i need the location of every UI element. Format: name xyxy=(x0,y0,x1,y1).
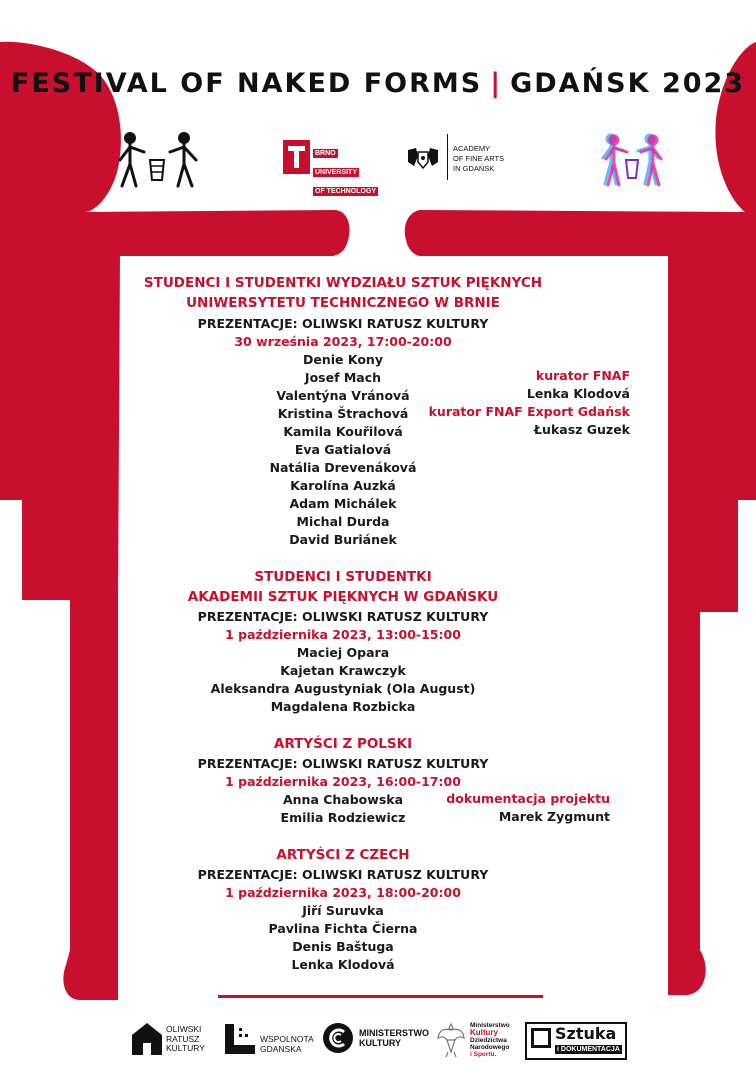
section-heading: AKADEMII SZTUK PIĘKNYCH W GDAŃSKU xyxy=(187,589,499,605)
artist-name: Pavlina Fichta Čierna xyxy=(268,921,418,936)
ministerstwo-line: KULTURY xyxy=(359,1038,401,1048)
date-text: 1 października 2023, 16:00-17:00 xyxy=(225,774,461,789)
ratusz-house-icon xyxy=(132,1023,162,1055)
date-text: 1 października 2023, 13:00-15:00 xyxy=(225,627,461,642)
documentation-name: Marek Zygmunt xyxy=(498,809,610,824)
artist-name: Denie Kony xyxy=(303,352,383,367)
artist-name: Kamila Kouřilová xyxy=(283,424,403,439)
venue-text: PREZENTACJE: OLIWSKI RATUSZ KULTURY xyxy=(197,756,489,771)
ratusz-line: OLIWSKI xyxy=(166,1024,202,1034)
ministerstwo-c-icon xyxy=(322,1022,354,1054)
venue-text: PREZENTACJE: OLIWSKI RATUSZ KULTURY xyxy=(197,316,489,331)
artist-name: Jiří Suruvka xyxy=(302,903,384,918)
section-heading: ARTYŚCI Z CZECH xyxy=(276,847,410,863)
wspolnota-logo-text xyxy=(260,1035,314,1054)
academy-line: IN GDAŃSK xyxy=(453,164,495,173)
wspolnota-icon xyxy=(225,1024,255,1054)
artist-name: Kajetan Krawczyk xyxy=(280,663,406,678)
eagle-line: Dziedzictwa xyxy=(470,1037,507,1044)
artist-name: Maciej Opara xyxy=(296,645,390,660)
artist-name: Magdalena Rozbicka xyxy=(270,699,416,714)
artist-name: Emilia Rodziewicz xyxy=(280,810,406,825)
section-heading: STUDENCI I STUDENTKI WYDZIAŁU SZTUK PIĘKNYCH xyxy=(143,275,543,291)
section-heading: STUDENCI I STUDENTKI xyxy=(254,569,432,585)
sztuka-square-icon xyxy=(531,1028,551,1048)
eagle-line: Ministerstwo xyxy=(470,1022,510,1029)
artist-name: Aleksandra Augustyniak (Ola August) xyxy=(210,681,476,696)
curator-name: Łukasz Guzek xyxy=(534,422,630,437)
artist-name: Eva Gatialová xyxy=(294,442,392,457)
artist-name: Lenka Klodová xyxy=(291,957,395,972)
curator-name: Lenka Klodová xyxy=(526,386,630,401)
date-text: 1 października 2023, 18:00-20:00 xyxy=(225,885,461,900)
curator-role: kurator FNAF Export Gdańsk xyxy=(428,404,630,419)
ratusz-logo-text xyxy=(166,1025,205,1054)
section-heading: ARTYŚCI Z POLSKI xyxy=(273,736,413,752)
title-left: FESTIVAL OF NAKED FORMS xyxy=(10,68,483,99)
title-right: GDAŃSK 2023 xyxy=(510,68,746,99)
eagle-ministry-text xyxy=(470,1022,510,1058)
partner-logos-top xyxy=(0,128,756,195)
title-separator: | xyxy=(490,68,503,99)
artist-name: Anna Chabowska xyxy=(282,792,404,807)
section-heading: UNIWERSYTETU TECHNICZNEGO W BRNIE xyxy=(186,295,500,311)
academy-line: ACADEMY xyxy=(453,144,491,153)
academy-crest-icon xyxy=(406,146,440,170)
sztuka-sub-text: i DOKUMENTACJA xyxy=(557,1046,620,1053)
ministerstwo-line: MINISTERSTWO xyxy=(359,1028,429,1038)
ratusz-line: KULTURY xyxy=(166,1043,205,1053)
eagle-line: i Sportu. xyxy=(470,1051,497,1058)
ministerstwo-logo-text xyxy=(359,1028,429,1048)
documentation-role: dokumentacja projektu xyxy=(446,791,610,806)
venue-text: PREZENTACJE: OLIWSKI RATUSZ KULTURY xyxy=(197,609,489,624)
academy-fine-arts-logo xyxy=(406,134,516,184)
curator-role: kurator FNAF xyxy=(535,368,630,383)
artist-name: Natália Drevenáková xyxy=(269,460,417,475)
footer-divider xyxy=(218,995,543,998)
eagle-line: Kultury xyxy=(470,1028,498,1037)
sztuka-dokumentacja-logo xyxy=(525,1022,627,1060)
brno-line: BRNO xyxy=(315,150,336,157)
sztuka-main-text: Sztuka xyxy=(555,1024,617,1043)
brno-t-icon xyxy=(283,140,310,174)
ratusz-line: RATUSZ xyxy=(166,1033,200,1044)
artist-name: David Buriánek xyxy=(289,532,397,547)
artist-name: Josef Mach xyxy=(304,370,382,385)
brno-university-logo xyxy=(283,136,383,195)
artist-name: Michal Durda xyxy=(296,514,390,529)
brno-line: OF TECHNOLOGY xyxy=(315,188,377,195)
eagle-line: Narodowego xyxy=(470,1044,510,1051)
brno-line: UNIVERSITY xyxy=(315,169,358,176)
wspolnota-line: WSPOLNOTA xyxy=(260,1034,314,1044)
venue-text: PREZENTACJE: OLIWSKI RATUSZ KULTURY xyxy=(197,867,489,882)
date-text: 30 września 2023, 17:00-20:00 xyxy=(234,334,452,349)
naked-forms-figures-logo xyxy=(114,132,204,188)
festival-title xyxy=(0,68,756,99)
artist-name: Karolína Auzká xyxy=(290,478,396,493)
artist-name: Denis Baštuga xyxy=(292,939,394,954)
artist-name: Valentýna Vránová xyxy=(276,388,410,403)
colorful-figures-logo xyxy=(600,132,664,188)
polish-eagle-icon xyxy=(436,1020,466,1058)
wspolnota-line: GDANSKA xyxy=(260,1043,302,1054)
artist-name: Kristina Štrachová xyxy=(277,406,409,421)
artist-name: Adam Michálek xyxy=(289,496,397,511)
academy-line: OF FINE ARTS xyxy=(453,154,505,163)
